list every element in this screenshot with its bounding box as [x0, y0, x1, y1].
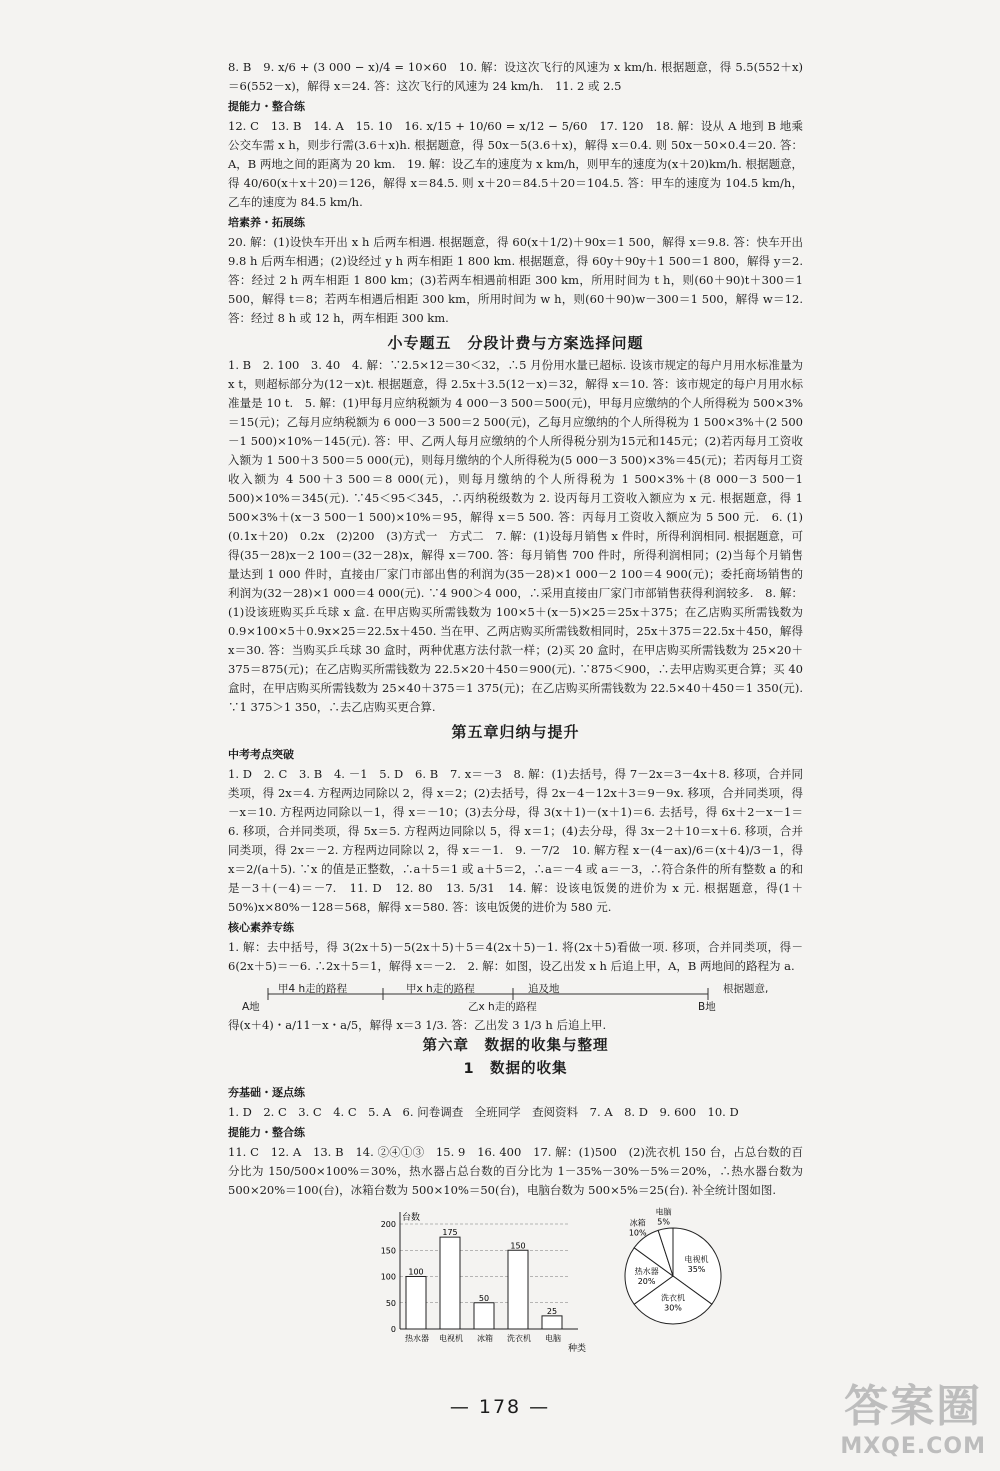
- pie-slice-label: 冰箱: [629, 1218, 646, 1228]
- bar-value-label: 25: [546, 1306, 558, 1316]
- section-heading: 提能力・整合练: [228, 1126, 305, 1139]
- segment-label-2: 甲x h走的路程: [406, 983, 475, 995]
- bar: [542, 1316, 562, 1329]
- pie-slice-label: 洗衣机: [661, 1293, 685, 1303]
- bar-value-label: 50: [478, 1293, 490, 1303]
- x-tick-label: 电视机: [439, 1334, 463, 1343]
- bar: [474, 1303, 494, 1329]
- watermark-text: 答案圈: [844, 1381, 983, 1432]
- segment-label-1: 甲4 h走的路程: [278, 983, 348, 995]
- route-trailing-text: 根据题意,: [723, 983, 769, 995]
- point-a-label: A地: [242, 1001, 260, 1013]
- bar: [508, 1250, 528, 1329]
- segment-label-4: 乙x h走的路程: [468, 1001, 537, 1013]
- statistics-figures: [228, 1204, 803, 1354]
- page-number: — 178 —: [449, 1396, 551, 1418]
- y-tick-label: 50: [385, 1298, 396, 1308]
- answer-block-5: 1. D 2. C 3. B 4. －1 5. D 6. B 7. x＝－3 8. 解：(1)去括号，得 7－2x＝3－4x＋8. 移项，合并同类项，得 2x＝4. 方程两边同除以 2，得 x＝2；(2)去括号，得 2x－4－12x＋3＝9－9x. 移项，合并同类项，得－x＝10. 方程两边同除以－1，得 x＝－10；(3)去分母，得 3(x＋1)－(x＋1)＝6. 去括号，得 6x＋2－x－1＝6. 移项，合并同类项，得 5x＝5. 方程两边同除以 5，得 x＝1；(4)去分母，得 3x－2＋10＝x＋6. 移项，合并同类项，得 2x＝－2. 方程两边同除以 2，得 x＝－1. 9. －7/2 10. 解方程 x－(4－ax)/6＝(x＋4)/3－1，得 x＝2/(a＋5). ∵x 的值是正整数，∴a＋5＝1 或 a＋5＝2，∴a＝－4 或 a＝－3，∴符合条件的所有整数 a 的和是－3＋(－4)＝－7. 11. D 12. 80 13. 5/31 14. 解：设该电饭煲的进价为 x 元. 根据题意，得(1＋50%)x×80%－128＝568，解得 x＝580. 答：该电饭煲的进价为 580 元.: [228, 767, 803, 914]
- point-b-label: B地: [698, 1001, 716, 1013]
- answer-block-6: 1. 解：去中括号，得 3(2x＋5)－5(2x＋5)＋5＝4(2x＋5)－1. 将(2x＋5)看做一项. 移项，合并同类项，得－6(2x＋5)＝－6. ∴2x＋5＝1，解得 x＝－2. 2. 解：如图，设乙出发 x h 后追上甲，A，B 两地间的路程为 a.: [228, 940, 803, 973]
- section-heading: 培素养・拓展练: [228, 216, 305, 229]
- answer-block-9: 11. C 12. A 13. B 14. ②④①③ 15. 9 16. 400 17. 解：(1)500 (2)洗衣机 150 台，占总台数的百分比为 150/500×100%＝30%，热水器占总台数的百分比为 1－35%－30%－5%＝20%，∴热水器台数为 500×20%＝100(台)，冰箱台数为 500×10%＝50(台)，电脑台数为 500×5%＝25(台). 补全统计图如图.: [228, 1145, 803, 1197]
- pie-slice-label: 20%: [637, 1277, 656, 1286]
- pie-slice-label: 10%: [628, 1228, 647, 1238]
- section-heading: 提能力・整合练: [228, 100, 305, 113]
- section-heading: 核心素养专练: [228, 921, 294, 934]
- answer-block-4: 1. B 2. 100 3. 40 4. 解：∵2.5×12＝30＜32，∴5 月份用水量已超标. 设该市规定的每户月用水标准量为 x t，则超标部分为(12－x)t. 根据题意，得 2.5x＋3.5(12－x)＝32，解得 x＝10. 答：该市规定的每户月用水标准量是 10 t. 5. 解：(1)甲每月应纳税额为 4 000－3 500＝500(元)，甲每月应缴纳的个人所得税为 500×3%＝15(元)；乙每月应纳税额为 6 000－3 500＝2 500(元)，乙每月应缴纳的个人所得税为 1 500×3%＋(2 500－1 500)×10%－145(元). 答：甲、乙两人每月应缴纳的个人所得税分别为15元和145元；(2)若丙每月工资收入额为 1 500＋3 500＝5 000(元)，则每月缴纳的个人所得税为(5 000－3 500)×3%＝45(元)；若丙每月工资收入额为 4 500＋3 500＝8 000(元)，则每月缴纳的个人所得税为 1 500×3%＋(8 000－3 500－1 500)×10%＝345(元). ∵45＜95＜345，∴丙纳税级数为 2. 设丙每月工资收入额应为 x 元. 根据题意，得 1 500×3%＋(x－3 500－1 500)×10%＝95，解得 x＝5 500. 答：丙每月工资收入额应为 5 500 元. 6. (1)(0.1x＋20) 0.2x (2)200 (3)方式一 方式二 7. 解：(1)设每月销售 x 件时，所得利润相同. 根据题意，可得(35－28)x－2 100＝(32－28)x，解得 x＝700. 答：每月销售 700 件时，所得利润相同；(2)当每个月销售量达到 1 000 件时，直接由厂家门市部出售的利润为(35－28)×1 000－2 100＝4 900(元)；委托商场销售的利润为(32－28)×1 000＝4 000(元). ∵4 900＞4 000，∴采用直接由厂家门市部销售获得利润较多. 8. 解：(1)设该班购买乒乓球 x 盒. 在甲店购买所需钱数为 100×5＋(x－5)×25＝25x＋375；在乙店购买所需钱数为 0.9×100×5＋0.9x×25＝22.5x＋450. 当在甲、乙两店购买所需钱数相同时，25x＋375＝22.5x＋450，解得 x＝30. 答：当购买乒乓球 30 盒时，两种优惠方法付款一样；(2)买 20 盒时，在甲店购买所需钱数为 25×20＋375＝875(元)；在乙店购买所需钱数为 22.5×20＋450＝900(元). ∵875＜900，∴去甲店购买更合算；买 40 盒时，在甲店购买所需钱数为 25×40＋375＝1 375(元)；在乙店购买所需钱数为 22.5×40＋450＝1 350(元). ∵1 375＞1 350，∴去乙店购买更合算.: [228, 358, 803, 714]
- watermark-url: MXQE.COM: [840, 1434, 986, 1459]
- route-diagram: [228, 978, 803, 1014]
- pie-slice-label: 热水器: [634, 1267, 659, 1276]
- chapter-title: 第六章 数据的收集与整理: [422, 1038, 609, 1054]
- y-tick-label: 150: [380, 1246, 396, 1256]
- chapter-review-title: 第五章归纳与提升: [451, 723, 580, 741]
- answer-block-2: 12. C 13. B 14. A 15. 10 16. x/15 + 10/60 = x/12 − 5/60 17. 120 18. 解：设从 A 地到 B 地乘公交车需 x h，则步行需(3.6＋x)h. 根据题意，得 50x－5(3.6＋x)，解得 x＝0.4. 则 50x－50×0.4＝20. 答：A，B 两地之间的距离为 20 km. 19. 解：设乙车的速度为 x km/h，则甲车的速度为(x＋20)km/h. 根据题意，得 40/60(x＋x＋20)＝126，解得 x＝84.5. 则 x＋20＝84.5＋20＝104.5. 答：甲车的速度为 104.5 km/h，乙车的速度为 84.5 km/h.: [228, 119, 803, 209]
- pie-slice-label: 5%: [657, 1217, 670, 1227]
- pie-slice-label: 电脑: [655, 1207, 672, 1217]
- y-tick-label: 100: [380, 1272, 396, 1282]
- pie-slice-label: 电视机: [684, 1255, 709, 1265]
- section-heading: 中考考点突破: [228, 748, 294, 761]
- bar-value-label: 150: [510, 1241, 526, 1251]
- y-tick-label: 200: [380, 1220, 396, 1229]
- y-tick-label: 0: [390, 1325, 396, 1334]
- watermark-logo: [840, 1370, 986, 1459]
- answer-block-8: 1. D 2. C 3. C 4. C 5. A 6. 问卷调查 全班同学 查阅资料 7. A 8. D 9. 600 10. D: [228, 1105, 739, 1119]
- answer-page: [228, 58, 803, 1354]
- x-tick-label: 热水器: [405, 1334, 429, 1343]
- answer-block-1: 8. B 9. x/6 + (3 000 − x)/4 = 10×60 10. 解：设这次飞行的风速为 x km/h. 根据题意，得 5.5(552＋x)＝6(552－x)，解得 x＝24. 答：这次飞行的风速为 24 km/h. 11. 2 或 2.5: [228, 60, 803, 93]
- pie-slice-label: 35%: [687, 1265, 706, 1275]
- bar-value-label: 175: [442, 1228, 458, 1238]
- x-tick-label: 洗衣机: [507, 1334, 531, 1343]
- bar: [406, 1277, 426, 1330]
- bar-value-label: 100: [408, 1267, 424, 1277]
- pie-slice-label: 30%: [664, 1303, 682, 1313]
- pie-chart: [608, 1204, 748, 1354]
- y-axis-label: 台数: [402, 1213, 421, 1223]
- segment-label-3: 追及地: [528, 983, 560, 995]
- x-tick-label: 电脑: [545, 1334, 561, 1343]
- x-tick-label: 冰箱: [477, 1334, 493, 1343]
- bar: [440, 1237, 460, 1329]
- bar-chart: [368, 1204, 588, 1354]
- x-axis-label: 种类: [568, 1344, 587, 1354]
- answer-block-3: 20. 解：(1)设快车开出 x h 后两车相遇. 根据题意，得 60(x＋1/2)＋90x＝1 500，解得 x＝9.8. 答：快车开出 9.8 h 后两车相遇；(2)设经过 y h 两车相距 1 800 km. 根据题意，得 60y＋90y＋1 500＝1 800，解得 y＝2. 答：经过 2 h 两车相距 1 800 km；(3)若两车相遇前相距 300 km，所用时间为 t h，则(60＋90)t＋300＝1 500，解得 t＝8；若两车相遇后相距 300 km，所用时间为 w h，则(60＋90)w－300＝1 500，解得 w＝12. 答：经过 8 h 或 12 h，两车相距 300 km.: [228, 235, 803, 325]
- topic-title: 小专题五 分段计费与方案选择问题: [387, 334, 644, 352]
- section-heading: 夯基础・逐点练: [228, 1086, 305, 1099]
- lesson-title: 1 数据的收集: [463, 1061, 568, 1077]
- answer-block-7: 得(x＋4)・a/11－x・a/5，解得 x＝3 1/3. 答：乙出发 3 1/3 h 后追上甲.: [228, 1018, 607, 1032]
